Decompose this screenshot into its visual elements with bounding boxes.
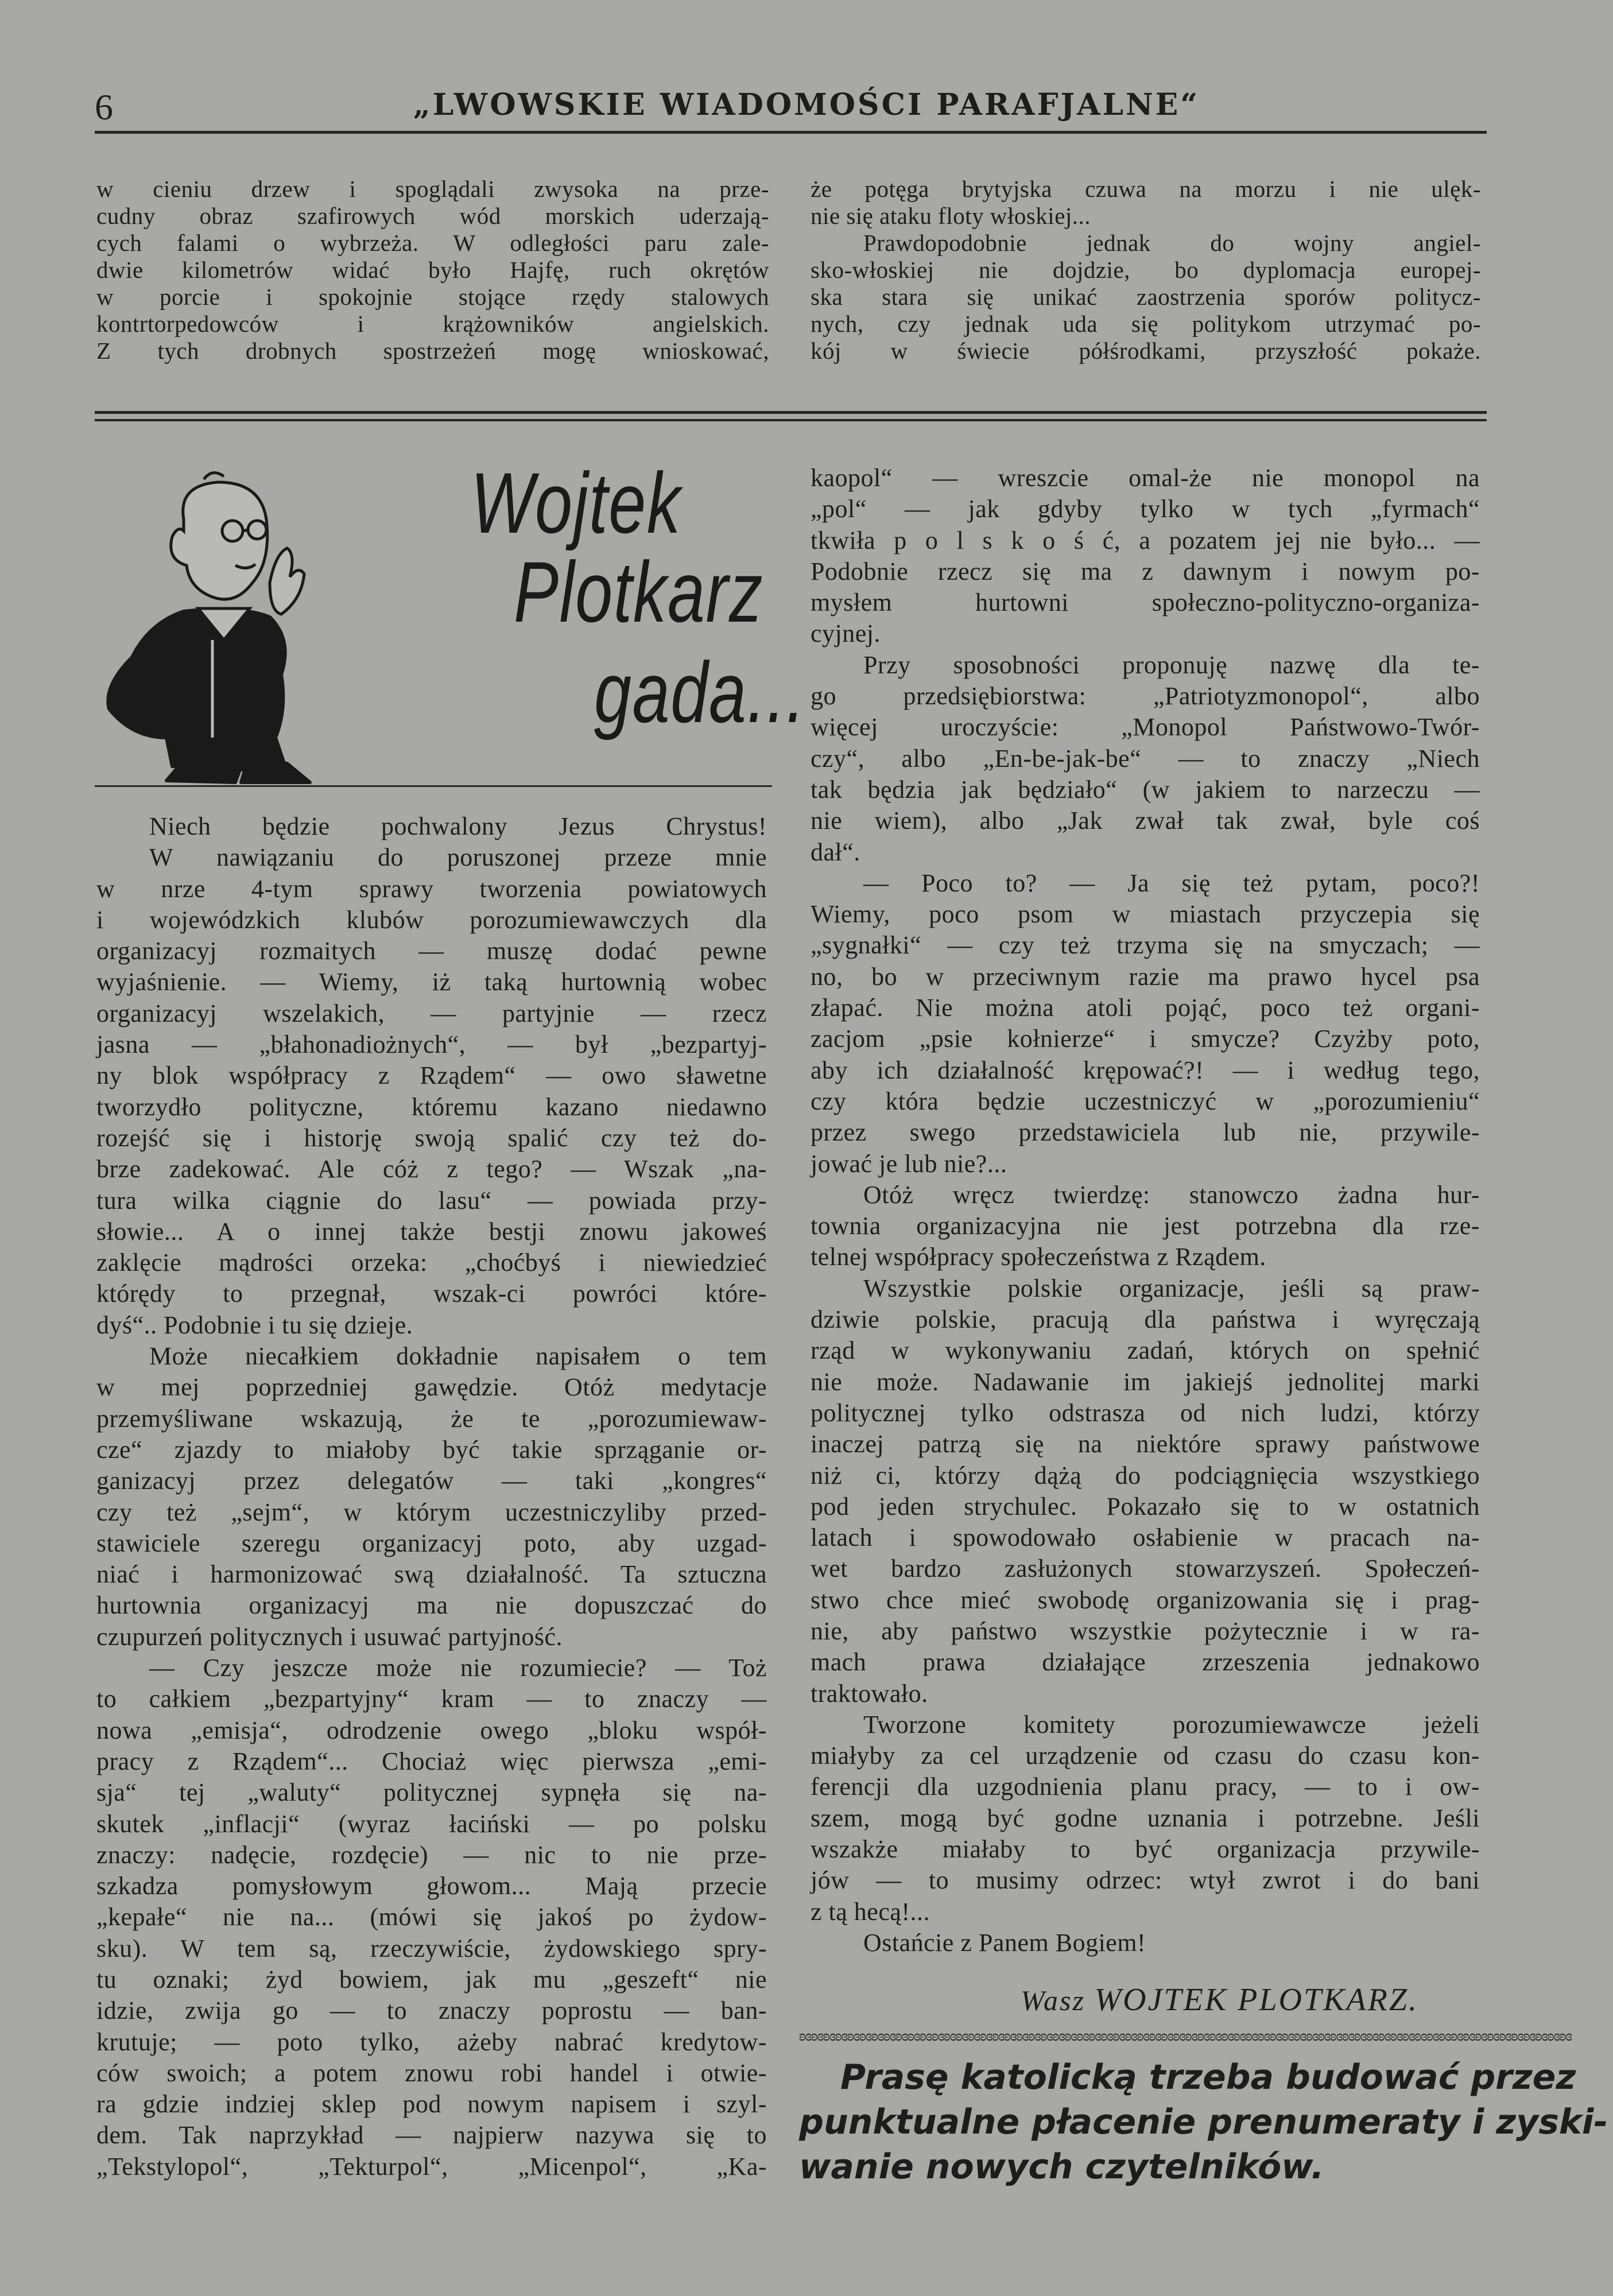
- text-line: krutuje; — poto tylko, ażeby nabrać kredytow-: [96, 2027, 767, 2056]
- text-line: traktowało.: [811, 1679, 928, 1708]
- text-line: wszakże miałaby to być organizacja przywile-: [811, 1835, 1480, 1864]
- text-line: że potęga brytyjska czuwa na morzu i nie ulęk-: [811, 176, 1481, 202]
- signature: [1021, 1981, 1418, 2018]
- text-line: stwo chce mieć swobodę organizowania się i prag-: [811, 1585, 1480, 1614]
- text-line: organizacyj rozmaitych — muszę dodać pewne: [96, 937, 767, 965]
- text-line: tu oznaki; żyd bowiem, jak mu „geszeft“ nie: [96, 1965, 767, 1994]
- text-line: telnej współpracy społeczeństwa z Rządem.: [811, 1243, 1266, 1271]
- article-left-column: [96, 811, 767, 2182]
- ornamental-divider: ʚɞʚɞʚɞʚɞʚɞʚɞʚɞʚɞʚɞʚɞʚɞʚɞʚɞʚɞʚɞʚɞʚɞʚɞʚɞʚɞʚɞʚɞʚɞʚɞʚɞʚɞʚɞʚɞʚɞʚɞʚɞʚɞʚɞʚɞʚɞʚɞʚɞʚɞʚɞʚɞʚɞʚɞʚɞʚɞʚɞʚɞʚɞʚɞʚɞʚɞʚɞʚɞʚɞʚɞʚɞʚɞʚɞʚɞʚɞʚɞʚɞʚɞʚɞʚɞ: [799, 2027, 1572, 2044]
- text-line: idzie, zwija go — to znaczy poprostu — ban-: [96, 1996, 767, 2025]
- text-line: i wojewódzkich klubów porozumiewawczych dla: [96, 905, 767, 934]
- text-line: Może niecałkiem dokładnie napisałem o tem: [149, 1342, 767, 1371]
- text-line: jów — to musimy odrzec: wtył zwrot i do bani: [811, 1866, 1480, 1895]
- text-line: inaczej patrzą się na niektóre sprawy państwowe: [811, 1430, 1480, 1459]
- text-line: nych, czy jednak uda się politykom utrzymać po-: [811, 311, 1481, 337]
- text-line: Otóż wręcz twierdzę: stanowczo żadna hur-: [863, 1180, 1480, 1209]
- text-line: niać i harmonizować swą działalność. Ta sztuczna: [96, 1560, 767, 1589]
- text-line: zacjom „psie kołnierze“ i smycze? Czyżby poto,: [811, 1025, 1480, 1053]
- text-line: w porcie i spokojnie stojące rzędy stalowych: [96, 284, 769, 310]
- text-line: townia organizacyjna nie jest potrzebna dla rze-: [811, 1212, 1480, 1240]
- text-line: jować je lub nie?...: [811, 1149, 1007, 1178]
- text-line: ców swoich; a potem znowu robi handel i otwie-: [96, 2058, 767, 2087]
- text-line: złapać. Nie można atoli pojąć, poco też organi-: [811, 994, 1480, 1022]
- text-line: „kepałe“ nie na... (mówi się jakoś po żydow-: [96, 1903, 767, 1932]
- text-line: latach i spowodowało osłabienie w pracach na-: [811, 1523, 1480, 1552]
- text-line: sko-włoskiej nie dojdzie, bo dyplomacja europej-: [811, 257, 1481, 283]
- text-line: dwie kilometrów widać było Hajfę, ruch okrętów: [96, 257, 769, 283]
- newspaper-title: „LWOWSKIE WIADOMOŚCI PARAFJALNE“: [413, 87, 1200, 122]
- text-line: tak będzia jak będziało“ (w jakiem to narzeczu —: [811, 775, 1480, 804]
- text-line: dyś“.. Podobnie i tu się dzieje.: [96, 1310, 413, 1339]
- paragraph: [96, 842, 767, 1341]
- page-number: 6: [95, 87, 113, 127]
- text-line: cyjnej.: [811, 619, 881, 648]
- text-line: jasna — „błahonadiożnych“, — był „bezpartyj-: [96, 1030, 767, 1059]
- text-line: Przy sposobności proponuję nazwę dla te-: [863, 650, 1480, 679]
- paragraph: [811, 463, 1480, 650]
- article-right-column: [811, 463, 1480, 1958]
- text-line: „sygnałki“ — czy też trzyma się na smyczach; —: [811, 931, 1480, 960]
- paragraph: [811, 230, 1481, 364]
- signature-name: WOJTEK PLOTKARZ.: [1094, 1982, 1418, 2018]
- text-line: stawiciele szeregu organizacyj poto, aby uzgad-: [96, 1529, 767, 1557]
- paragraph: [811, 868, 1480, 1180]
- subscription-slogan: [799, 2055, 1608, 2189]
- text-line: ska stara się unikać zaostrzenia sporów politycz-: [811, 284, 1481, 310]
- text-line: szkadza pomysłowym głowom... Mają przecie: [96, 1872, 767, 1901]
- text-line: wyjaśnienie. — Wiemy, iż taką hurtownią wobec: [96, 968, 767, 996]
- top-right-column: [811, 176, 1481, 364]
- text-line: miałyby za cel urządzenie od czasu do czasu kon-: [811, 1742, 1480, 1770]
- text-line: pod jeden strychulec. Pokazało się to w ostatnich: [811, 1492, 1480, 1521]
- heading-word-plotkarz: Plotkarz: [514, 544, 764, 640]
- text-line: Ostańcie z Panem Bogiem!: [863, 1928, 1146, 1957]
- text-line: przez swego przedstawiciela lub nie, przywile-: [811, 1118, 1480, 1147]
- text-line: nie może. Nadawanie im jakiejś jednolitej marki: [811, 1367, 1480, 1396]
- text-line: organizacyj wszelakich, — partyjnie — rzecz: [96, 999, 767, 1027]
- paragraph: [96, 811, 767, 842]
- signature-prefix: Wasz: [1021, 1984, 1085, 2016]
- text-line: brze zadekować. Ale cóż z tego? — Wszak „na-: [96, 1155, 767, 1184]
- text-line: Tworzone komitety porozumiewawcze jeżeli: [863, 1710, 1480, 1739]
- text-line: znaczy: nadęcie, rozdęcie) — nic to nie prze-: [96, 1840, 767, 1869]
- text-line: ferencji dla uzgodnienia planu pracy, — to i ow-: [811, 1773, 1480, 1801]
- text-line: Niech będzie pochwalony Jezus Chrystus!: [149, 812, 767, 840]
- text-line: ra gdzie indziej sklep pod nowym napisem i szyl-: [96, 2090, 767, 2119]
- text-line: pracy z Rządem“... Chociaż więc pierwsza „emi-: [96, 1747, 767, 1775]
- text-line: kontrtorpedowców i krążowników angielskich.: [96, 311, 769, 337]
- paragraph: [96, 176, 769, 364]
- text-line: wet bardzo zasłużonych stowarzyszeń. Społeczeń-: [811, 1554, 1480, 1583]
- text-line: Prawdopodobnie jednak do wojny angiel-: [863, 230, 1481, 256]
- header-rule: [95, 131, 1487, 134]
- text-line: więcej uroczyście: „Monopol Państwowo-Twór-: [811, 713, 1480, 742]
- text-line: czy“, albo „En-be-jak-be“ — to znaczy „Niech: [811, 744, 1480, 773]
- text-line: nowa „emisja“, odrodzenie owego „bloku współ-: [96, 1716, 767, 1744]
- text-line: w cieniu drzew i spoglądali zwysoka na prze-: [96, 176, 769, 202]
- text-line: którędy to przegnał, wszak-ci powróci które-: [96, 1279, 767, 1308]
- text-line: dał“.: [811, 837, 860, 866]
- text-line: czy która będzie uczestniczyć w „porozumieniu“: [811, 1087, 1480, 1115]
- text-line: kaopol“ — wreszcie omal-że nie monopol na: [811, 464, 1480, 492]
- paragraph: [96, 1653, 767, 2182]
- text-line: dziwie polskie, pracują dla państwa i wyręczają: [811, 1305, 1480, 1334]
- text-line: aby ich działalność krępować?! — i według tego,: [811, 1056, 1480, 1084]
- text-line: — Poco to? — Ja się też pytam, poco?!: [863, 868, 1480, 897]
- text-line: niż ci, którzy dążą do podciągnięcia wszystkiego: [811, 1461, 1480, 1490]
- text-line: Z tych drobnych spostrzeżeń mogę wnioskować,: [96, 338, 769, 364]
- text-line: sja“ tej „waluty“ politycznej sypnęła się na-: [96, 1778, 767, 1807]
- text-line: cze“ zjazdy to miałoby być takie sprząganie or-: [96, 1435, 767, 1464]
- slogan-line: Prasę katolicką trzeba budować przez: [840, 2057, 1576, 2097]
- text-line: tkwiła p o l s k o ś ć, a pozatem jej nie było... —: [811, 526, 1480, 554]
- text-line: ny blok współpracy z Rządem“ — owo sławetne: [96, 1061, 767, 1090]
- text-line: zaklęcie mądrości orzeka: „choćbyś i niewiedzieć: [96, 1248, 767, 1277]
- text-line: cych falami o wybrzeża. W odległości paru zale-: [96, 230, 769, 256]
- text-line: tura wilka ciągnie do lasu“ — powiada przy-: [96, 1186, 767, 1215]
- text-line: słowie... A o innej także bestji znowu jakoweś: [96, 1217, 767, 1246]
- slogan-line: wanie nowych czytelników.: [799, 2147, 1324, 2187]
- top-left-column: [96, 176, 769, 364]
- section-divider-bottom: [95, 419, 1487, 421]
- paragraph: [811, 1927, 1480, 1958]
- text-line: przemyśliwane wskazują, że te „porozumiewaw-: [96, 1404, 767, 1433]
- paragraph: [811, 176, 1481, 230]
- text-line: Wszystkie polskie organizacje, jeśli są praw-: [863, 1274, 1480, 1302]
- text-line: to całkiem „bezpartyjny“ kram — to znaczy —: [96, 1685, 767, 1713]
- text-line: szem, mogą być godne uznania i potrzebne. Jeśli: [811, 1804, 1480, 1832]
- text-line: nie, aby państwo wszystkie pożytecznie i w ra-: [811, 1616, 1480, 1645]
- text-line: — Czy jeszcze może nie rozumiecie? — Toż: [149, 1654, 767, 1682]
- text-line: mach prawa działające zrzeszenia jednakowo: [811, 1648, 1480, 1677]
- text-line: rząd w wykonywaniu zadań, których on spełnić: [811, 1336, 1480, 1365]
- text-line: w mej poprzedniej gawędzie. Otóż medytacje: [96, 1373, 767, 1402]
- paragraph: [96, 1341, 767, 1653]
- paragraph: [811, 1273, 1480, 1709]
- text-line: czupurzeń politycznych i usuwać partyjność.: [96, 1622, 563, 1651]
- text-line: go przedsiębiorstwa: „Patriotyzmonopol“, albo: [811, 682, 1480, 711]
- text-line: „Tekstylopol“, „Tekturpol“, „Micenpol“, „Ka-: [96, 2152, 767, 2181]
- text-line: Podobnie rzecz się ma z dawnym i nowym po-: [811, 557, 1480, 585]
- text-line: „pol“ — jak gdyby tylko w tych „fyrmach“: [811, 495, 1480, 523]
- text-line: nie się ataku floty włoskiej...: [811, 203, 1091, 229]
- text-line: tworzydło polityczne, któremu kazano niedawno: [96, 1092, 767, 1121]
- text-line: dem. Tak naprzykład — najpierw nazywa się to: [96, 2121, 767, 2150]
- text-line: skutek „inflacji“ (wyraz łaciński — po polsku: [96, 1809, 767, 1838]
- text-line: Wiemy, poco psom w miastach przyczepia się: [811, 900, 1480, 929]
- paragraph: [811, 1180, 1480, 1273]
- section-divider-top: [95, 411, 1487, 414]
- text-line: W nawiązaniu do poruszonej przeze mnie: [149, 843, 767, 872]
- text-line: kój w świecie półśrodkami, przyszłość pokaże.: [811, 338, 1481, 364]
- text-line: w nrze 4-tym sprawy tworzenia powiatowych: [96, 874, 767, 903]
- text-line: rozejść się i historję swoją spalić czy też do-: [96, 1123, 767, 1152]
- text-line: mysłem hurtowni społeczno-polityczno-organiza-: [811, 588, 1480, 617]
- text-line: sku). W tem są, rzeczywiście, żydowskiego spry-: [96, 1934, 767, 1963]
- heading-word-gada: gada...: [594, 644, 806, 740]
- text-line: nie wiem), albo „Jak zwał tak zwał, byle coś: [811, 806, 1480, 835]
- text-line: z tą hecą!...: [811, 1897, 930, 1926]
- text-line: hurtownia organizacyj ma nie dopuszczać do: [96, 1591, 767, 1620]
- paragraph: [811, 1709, 1480, 1927]
- heading-word-wojtek: Wojtek: [471, 455, 681, 551]
- text-line: no, bo w przeciwnym razie ma prawo hycel psa: [811, 962, 1480, 991]
- slogan-line: punktualne płacenie prenumeraty i zyski-: [799, 2102, 1608, 2142]
- text-line: czy też „sejm“, w którym uczestniczyliby przed-: [96, 1498, 767, 1526]
- paragraph: [811, 650, 1480, 868]
- text-line: cudny obraz szafirowych wód morskich uderzają-: [96, 203, 769, 229]
- heading-underline: [95, 785, 772, 787]
- caricature-illustration: [98, 468, 362, 786]
- text-line: ganizacyj przez delegatów — taki „kongres“: [96, 1467, 767, 1495]
- text-line: politycznej tylko odstrasza od nich ludzi, którzy: [811, 1398, 1480, 1427]
